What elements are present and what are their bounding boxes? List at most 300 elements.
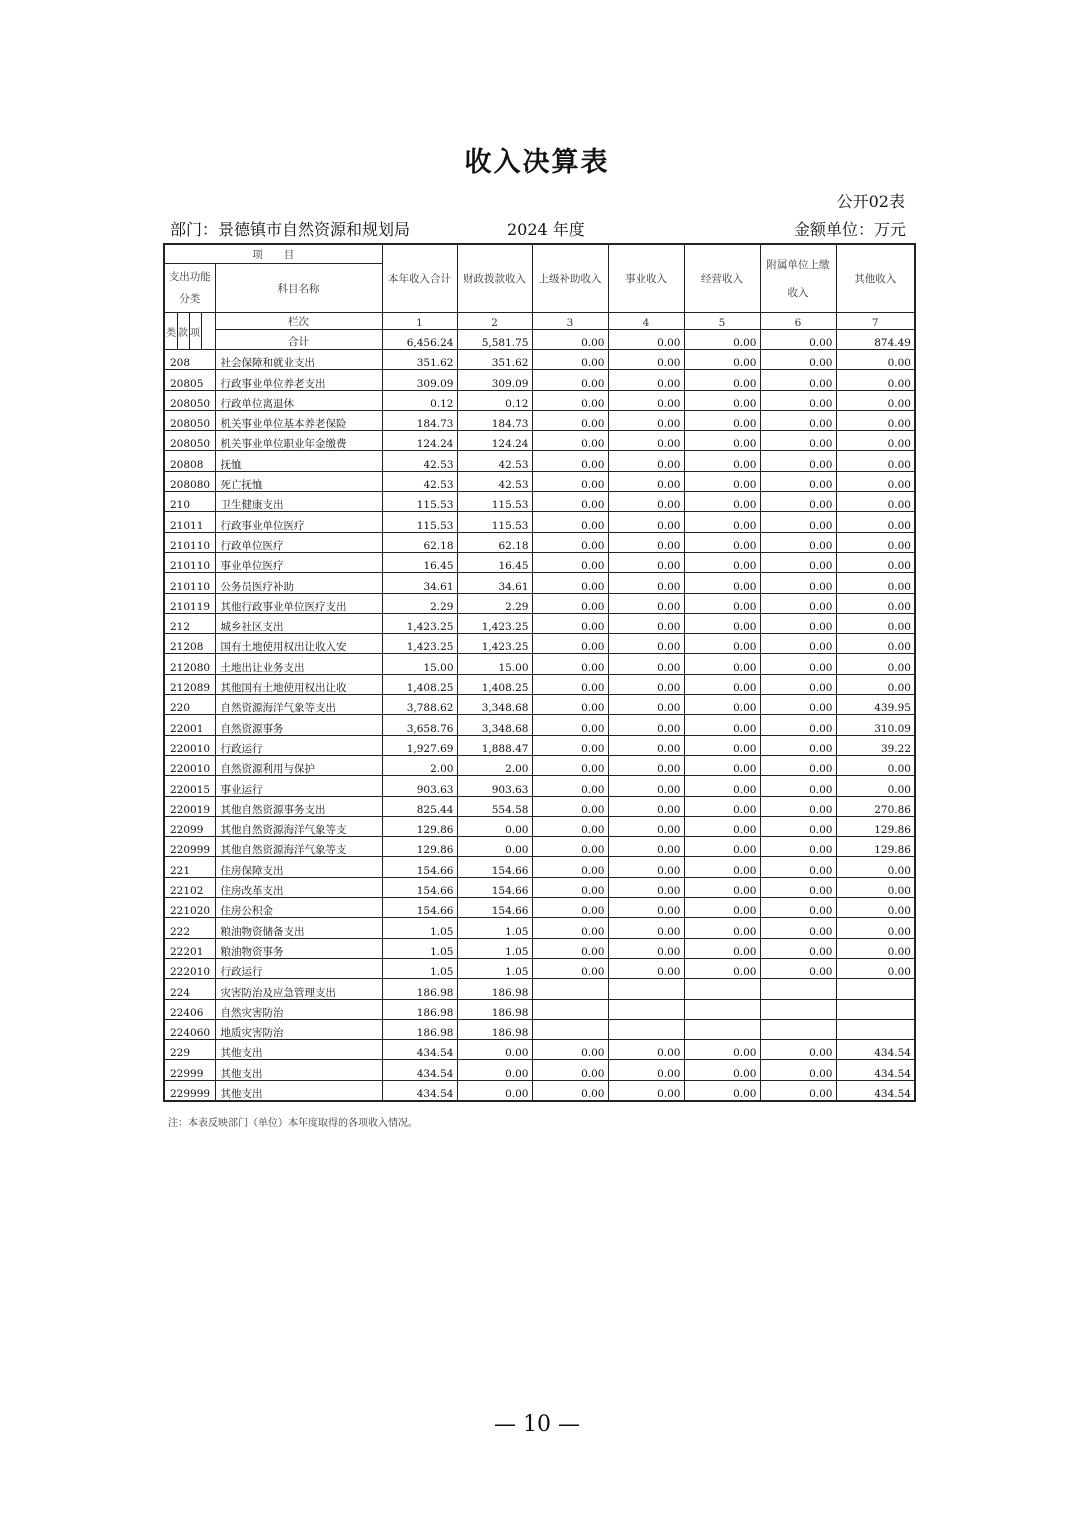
amount-cell: 154.66 (382, 877, 457, 897)
amount-cell (760, 999, 836, 1019)
amount-cell: 0.00 (457, 1040, 532, 1060)
table-row (164, 613, 915, 633)
amount-cell: 0.00 (608, 634, 684, 654)
amount-cell: 0.00 (608, 613, 684, 633)
amount-cell: 0.00 (532, 370, 608, 390)
amount-cell: 0.00 (608, 1060, 684, 1080)
amount-cell (836, 999, 915, 1019)
amount-cell: 1,423.25 (457, 613, 532, 633)
amount-cell: 0.00 (684, 1060, 760, 1080)
amount-cell (532, 979, 608, 999)
table-row (164, 877, 915, 897)
table-row (164, 958, 915, 978)
amount-cell: 0.00 (760, 958, 836, 978)
subject-code: 210110 (164, 552, 215, 572)
amount-cell: 154.66 (457, 877, 532, 897)
subject-code: 208050 (164, 410, 215, 430)
table-row (164, 1080, 915, 1101)
col-number: 6 (760, 313, 836, 330)
amount-cell: 0.00 (836, 431, 915, 451)
table-row (164, 390, 915, 410)
amount-cell: 0.00 (760, 796, 836, 816)
amount-cell: 0.00 (532, 390, 608, 410)
amount-cell: 0.00 (760, 431, 836, 451)
table-row (164, 715, 915, 735)
amount-cell: 0.00 (684, 918, 760, 938)
amount-cell (532, 1019, 608, 1039)
amount-cell: 16.45 (457, 552, 532, 572)
amount-cell: 0.00 (760, 350, 836, 370)
amount-cell: 0.00 (760, 1060, 836, 1080)
amount-cell: 0.00 (684, 370, 760, 390)
amount-cell: 0.00 (608, 695, 684, 715)
subject-code: 21208 (164, 634, 215, 654)
amount-cell: 0.00 (760, 715, 836, 735)
table-row (164, 370, 915, 390)
table-row (164, 857, 915, 877)
subject-code: 210110 (164, 532, 215, 552)
amount-cell: 0.00 (684, 776, 760, 796)
subject-name: 自然资源利用与保护 (215, 755, 382, 775)
amount-cell: 0.00 (684, 695, 760, 715)
subject-code: 22099 (164, 816, 215, 836)
amount-cell: 0.00 (532, 350, 608, 370)
subject-code: 220019 (164, 796, 215, 816)
amount-cell: 0.00 (684, 532, 760, 552)
amount-cell: 1,927.69 (382, 735, 457, 755)
subject-name: 抚恤 (215, 451, 382, 471)
amount-cell: 0.00 (608, 898, 684, 918)
amount-cell: 0.00 (760, 877, 836, 897)
table-row (164, 350, 915, 370)
amount-cell: 0.00 (532, 796, 608, 816)
amount-cell: 0.00 (836, 776, 915, 796)
amount-cell: 62.18 (382, 532, 457, 552)
amount-cell: 0.00 (608, 410, 684, 430)
amount-cell: 115.53 (457, 512, 532, 532)
subject-name: 其他国有土地使用权出让收 (215, 674, 382, 694)
amount-cell: 15.00 (457, 654, 532, 674)
footnote: 注：本表反映部门（单位）本年度取得的各项收入情况。 (168, 1118, 418, 1129)
amount-cell: 186.98 (457, 999, 532, 1019)
subject-name: 死亡抚恤 (215, 471, 382, 491)
amount-cell: 434.54 (382, 1040, 457, 1060)
amount-cell: 0.00 (760, 918, 836, 938)
amount-cell: 0.00 (608, 776, 684, 796)
amount-cell: 186.98 (382, 979, 457, 999)
amount-cell: 0.00 (760, 1040, 836, 1060)
func-class-header: 支出功能分类 (164, 264, 215, 313)
lei-label: 类 (165, 313, 178, 349)
amount-cell: 0.00 (684, 573, 760, 593)
amount-cell: 1.05 (382, 918, 457, 938)
table-row (164, 776, 915, 796)
amount-cell: 0.00 (836, 492, 915, 512)
amount-cell: 0.00 (760, 1080, 836, 1101)
amount-cell: 42.53 (457, 451, 532, 471)
amount-cell (532, 999, 608, 1019)
amount-cell: 0.00 (760, 573, 836, 593)
subject-code: 229999 (164, 1080, 215, 1101)
subject-name: 行政单位离退休 (215, 390, 382, 410)
total-value: 5,581.75 (457, 330, 532, 350)
amount-cell: 0.00 (532, 938, 608, 958)
amount-cell: 0.00 (608, 735, 684, 755)
subject-code: 208050 (164, 390, 215, 410)
amount-cell: 0.00 (532, 573, 608, 593)
amount-cell (836, 1019, 915, 1039)
amount-cell: 0.00 (684, 877, 760, 897)
subject-code: 208 (164, 350, 215, 370)
amount-cell: 0.00 (684, 958, 760, 978)
amount-cell: 434.54 (836, 1040, 915, 1060)
amount-cell: 16.45 (382, 552, 457, 572)
amount-cell: 0.00 (836, 350, 915, 370)
subject-code: 220010 (164, 755, 215, 775)
subject-code: 229 (164, 1040, 215, 1060)
amount-cell: 0.00 (684, 410, 760, 430)
col-header: 本年收入合计 (382, 244, 457, 313)
amount-cell: 115.53 (382, 492, 457, 512)
amount-cell: 0.00 (608, 593, 684, 613)
amount-cell: 1,408.25 (382, 674, 457, 694)
subject-name: 城乡社区支出 (215, 613, 382, 633)
amount-cell: 0.00 (836, 674, 915, 694)
subject-name: 事业单位医疗 (215, 552, 382, 572)
subject-name: 行政事业单位养老支出 (215, 370, 382, 390)
amount-cell: 0.00 (608, 877, 684, 897)
amount-cell: 0.00 (684, 735, 760, 755)
amount-cell: 0.00 (608, 1080, 684, 1101)
amount-cell: 129.86 (382, 837, 457, 857)
amount-cell: 1,423.25 (382, 634, 457, 654)
amount-cell: 0.00 (608, 512, 684, 532)
table-row (164, 898, 915, 918)
amount-cell: 0.00 (836, 857, 915, 877)
amount-cell: 0.00 (684, 471, 760, 491)
subject-code: 220999 (164, 837, 215, 857)
amount-cell: 0.00 (760, 390, 836, 410)
amount-cell: 2.29 (457, 593, 532, 613)
amount-cell (608, 1019, 684, 1039)
amount-cell: 0.00 (532, 492, 608, 512)
amount-cell: 439.95 (836, 695, 915, 715)
table-row (164, 1040, 915, 1060)
amount-cell: 0.00 (836, 654, 915, 674)
amount-cell (684, 1019, 760, 1039)
page-title: 收入决算表 (464, 147, 610, 178)
subject-code: 224060 (164, 1019, 215, 1039)
amount-cell: 0.00 (760, 816, 836, 836)
subject-name: 行政运行 (215, 735, 382, 755)
subject-code: 22999 (164, 1060, 215, 1080)
amount-cell: 0.00 (532, 715, 608, 735)
amount-cell: 39.22 (836, 735, 915, 755)
amount-cell (760, 979, 836, 999)
total-row (164, 330, 915, 350)
amount-cell: 0.00 (532, 431, 608, 451)
amount-cell: 0.00 (684, 613, 760, 633)
amount-cell: 42.53 (382, 471, 457, 491)
amount-cell: 0.00 (608, 857, 684, 877)
subject-code: 224 (164, 979, 215, 999)
amount-cell: 62.18 (457, 532, 532, 552)
amount-cell: 34.61 (382, 573, 457, 593)
table-row (164, 634, 915, 654)
subject-name: 其他支出 (215, 1040, 382, 1060)
amount-cell: 0.00 (684, 431, 760, 451)
col-number: 3 (532, 313, 608, 330)
subject-name: 社会保障和就业支出 (215, 350, 382, 370)
amount-cell: 1,888.47 (457, 735, 532, 755)
subject-name: 卫生健康支出 (215, 492, 382, 512)
amount-cell: 42.53 (382, 451, 457, 471)
subject-code: 20805 (164, 370, 215, 390)
amount-cell: 1,423.25 (457, 634, 532, 654)
total-value: 0.00 (760, 330, 836, 350)
amount-cell: 0.00 (608, 958, 684, 978)
amount-cell: 0.00 (532, 1060, 608, 1080)
amount-cell: 34.61 (457, 573, 532, 593)
total-value: 0.00 (532, 330, 608, 350)
project-header: 项 目 (164, 244, 382, 264)
fiscal-year: 2024 年度 (507, 220, 585, 239)
subject-name: 住房保障支出 (215, 857, 382, 877)
amount-cell: 0.12 (382, 390, 457, 410)
amount-cell: 0.00 (836, 573, 915, 593)
amount-cell: 0.00 (836, 532, 915, 552)
table-row (164, 451, 915, 471)
amount-cell: 0.00 (532, 958, 608, 978)
amount-cell: 309.09 (457, 370, 532, 390)
amount-cell: 309.09 (382, 370, 457, 390)
table-row (164, 532, 915, 552)
amount-cell: 0.00 (760, 776, 836, 796)
amount-cell: 0.00 (836, 958, 915, 978)
amount-cell: 0.00 (760, 512, 836, 532)
header-row (164, 244, 915, 264)
col-number: 4 (608, 313, 684, 330)
table-row (164, 755, 915, 775)
amount-cell: 154.66 (457, 857, 532, 877)
amount-cell: 0.00 (532, 837, 608, 857)
amount-cell: 0.00 (608, 431, 684, 451)
amount-cell: 124.24 (457, 431, 532, 451)
amount-cell: 0.00 (608, 532, 684, 552)
subject-code: 210110 (164, 573, 215, 593)
amount-cell: 0.00 (760, 755, 836, 775)
subject-code: 208050 (164, 431, 215, 451)
col-number: 7 (836, 313, 915, 330)
amount-cell: 0.00 (608, 654, 684, 674)
kuan-label: 款 (177, 313, 190, 349)
amount-cell: 0.00 (836, 471, 915, 491)
table-row (164, 796, 915, 816)
amount-cell: 0.00 (684, 350, 760, 370)
col-label: 栏次 (215, 313, 382, 330)
amount-cell: 0.00 (760, 552, 836, 572)
subject-name: 住房改革支出 (215, 877, 382, 897)
amount-cell: 0.00 (532, 613, 608, 633)
subject-code: 22102 (164, 877, 215, 897)
subject-name: 行政单位医疗 (215, 532, 382, 552)
table-row (164, 573, 915, 593)
amount-cell: 0.00 (457, 1080, 532, 1101)
amount-cell: 0.00 (836, 613, 915, 633)
subject-code: 220010 (164, 735, 215, 755)
table-row (164, 695, 915, 715)
amount-cell: 0.00 (760, 532, 836, 552)
total-value: 0.00 (684, 330, 760, 350)
amount-cell: 0.00 (608, 755, 684, 775)
amount-cell: 0.00 (760, 837, 836, 857)
amount-cell: 0.00 (532, 410, 608, 430)
amount-cell: 0.00 (608, 715, 684, 735)
amount-cell: 0.00 (684, 755, 760, 775)
income-table (163, 243, 916, 1102)
amount-cell: 0.00 (608, 674, 684, 694)
amount-cell: 0.00 (760, 938, 836, 958)
subject-name: 自然资源海洋气象等支出 (215, 695, 382, 715)
amount-cell: 3,788.62 (382, 695, 457, 715)
subject-name: 土地出让业务支出 (215, 654, 382, 674)
table-row (164, 979, 915, 999)
table-row (164, 816, 915, 836)
amount-cell: 0.00 (457, 816, 532, 836)
amount-cell: 825.44 (382, 796, 457, 816)
total-label: 合计 (215, 330, 382, 350)
amount-cell: 0.00 (836, 390, 915, 410)
amount-cell: 0.00 (684, 552, 760, 572)
subject-name: 机关事业单位职业年金缴费 (215, 431, 382, 451)
amount-cell: 0.00 (760, 634, 836, 654)
amount-cell: 0.00 (532, 593, 608, 613)
amount-cell: 115.53 (457, 492, 532, 512)
amount-cell: 1.05 (457, 918, 532, 938)
amount-cell: 0.00 (532, 471, 608, 491)
amount-cell: 0.00 (760, 410, 836, 430)
amount-cell: 3,658.76 (382, 715, 457, 735)
amount-cell: 0.00 (532, 532, 608, 552)
amount-cell: 0.00 (532, 918, 608, 938)
table-row (164, 837, 915, 857)
subject-name: 其他自然资源事务支出 (215, 796, 382, 816)
amount-cell: 1.05 (382, 958, 457, 978)
subject-code: 210 (164, 492, 215, 512)
meta-line (170, 217, 906, 239)
amount-cell: 0.00 (608, 471, 684, 491)
table-row (164, 431, 915, 451)
col-header: 事业收入 (608, 244, 684, 313)
table-row (164, 492, 915, 512)
total-value: 6,456.24 (382, 330, 457, 350)
amount-cell: 0.00 (608, 492, 684, 512)
subject-name: 国有土地使用权出让收入安 (215, 634, 382, 654)
amount-cell: 0.00 (836, 634, 915, 654)
col-header: 上级补助收入 (532, 244, 608, 313)
table-row (164, 512, 915, 532)
amount-cell (836, 979, 915, 999)
amount-cell: 0.00 (684, 796, 760, 816)
amount-cell: 0.00 (684, 837, 760, 857)
amount-cell: 129.86 (382, 816, 457, 836)
form-number: 公开02表 (836, 192, 905, 211)
subject-code: 20808 (164, 451, 215, 471)
amount-cell: 0.00 (684, 715, 760, 735)
amount-cell: 2.29 (382, 593, 457, 613)
subject-name: 自然灾害防治 (215, 999, 382, 1019)
amount-cell (608, 999, 684, 1019)
table-row (164, 938, 915, 958)
amount-cell: 129.86 (836, 816, 915, 836)
subject-code: 221 (164, 857, 215, 877)
amount-cell: 0.00 (760, 370, 836, 390)
amount-cell: 0.00 (532, 552, 608, 572)
amount-cell: 186.98 (382, 999, 457, 1019)
amount-cell: 0.00 (684, 654, 760, 674)
table-row (164, 735, 915, 755)
table-row (164, 918, 915, 938)
subject-code: 210119 (164, 593, 215, 613)
subject-name: 粮油物资事务 (215, 938, 382, 958)
subject-code: 22406 (164, 999, 215, 1019)
amount-cell: 0.00 (532, 735, 608, 755)
amount-cell: 0.00 (532, 1040, 608, 1060)
amount-cell: 0.12 (457, 390, 532, 410)
col-number-row (164, 313, 915, 330)
total-value: 0.00 (608, 330, 684, 350)
amount-cell: 0.00 (836, 410, 915, 430)
amount-cell: 0.00 (760, 857, 836, 877)
subject-code: 212089 (164, 674, 215, 694)
amount-cell: 154.66 (382, 898, 457, 918)
table-row (164, 999, 915, 1019)
amount-cell: 0.00 (532, 816, 608, 836)
amount-cell: 0.00 (608, 370, 684, 390)
amount-cell: 15.00 (382, 654, 457, 674)
amount-cell: 0.00 (836, 877, 915, 897)
table-row (164, 654, 915, 674)
amount-cell: 1.05 (457, 938, 532, 958)
subject-name: 机关事业单位基本养老保险 (215, 410, 382, 430)
amount-cell: 0.00 (836, 918, 915, 938)
total-value: 874.49 (836, 330, 915, 350)
amount-cell: 0.00 (760, 674, 836, 694)
amount-cell: 124.24 (382, 431, 457, 451)
amount-cell: 0.00 (532, 674, 608, 694)
col-number: 5 (684, 313, 760, 330)
subject-name: 粮油物资储备支出 (215, 918, 382, 938)
amount-cell: 0.00 (608, 573, 684, 593)
amount-cell (684, 999, 760, 1019)
subject-code: 212 (164, 613, 215, 633)
amount-cell: 0.00 (836, 938, 915, 958)
col-header: 财政拨款收入 (457, 244, 532, 313)
amount-cell: 0.00 (684, 898, 760, 918)
table-row (164, 410, 915, 430)
amount-cell: 0.00 (608, 796, 684, 816)
subject-name: 其他自然资源海洋气象等支 (215, 837, 382, 857)
amount-cell: 554.58 (457, 796, 532, 816)
col-number: 1 (382, 313, 457, 330)
subject-name: 其他自然资源海洋气象等支 (215, 816, 382, 836)
amount-cell: 0.00 (457, 1060, 532, 1080)
subject-name-header: 科目名称 (215, 264, 382, 313)
amount-cell: 0.00 (608, 816, 684, 836)
amount-cell: 0.00 (608, 390, 684, 410)
subject-code: 220015 (164, 776, 215, 796)
amount-cell: 0.00 (836, 451, 915, 471)
